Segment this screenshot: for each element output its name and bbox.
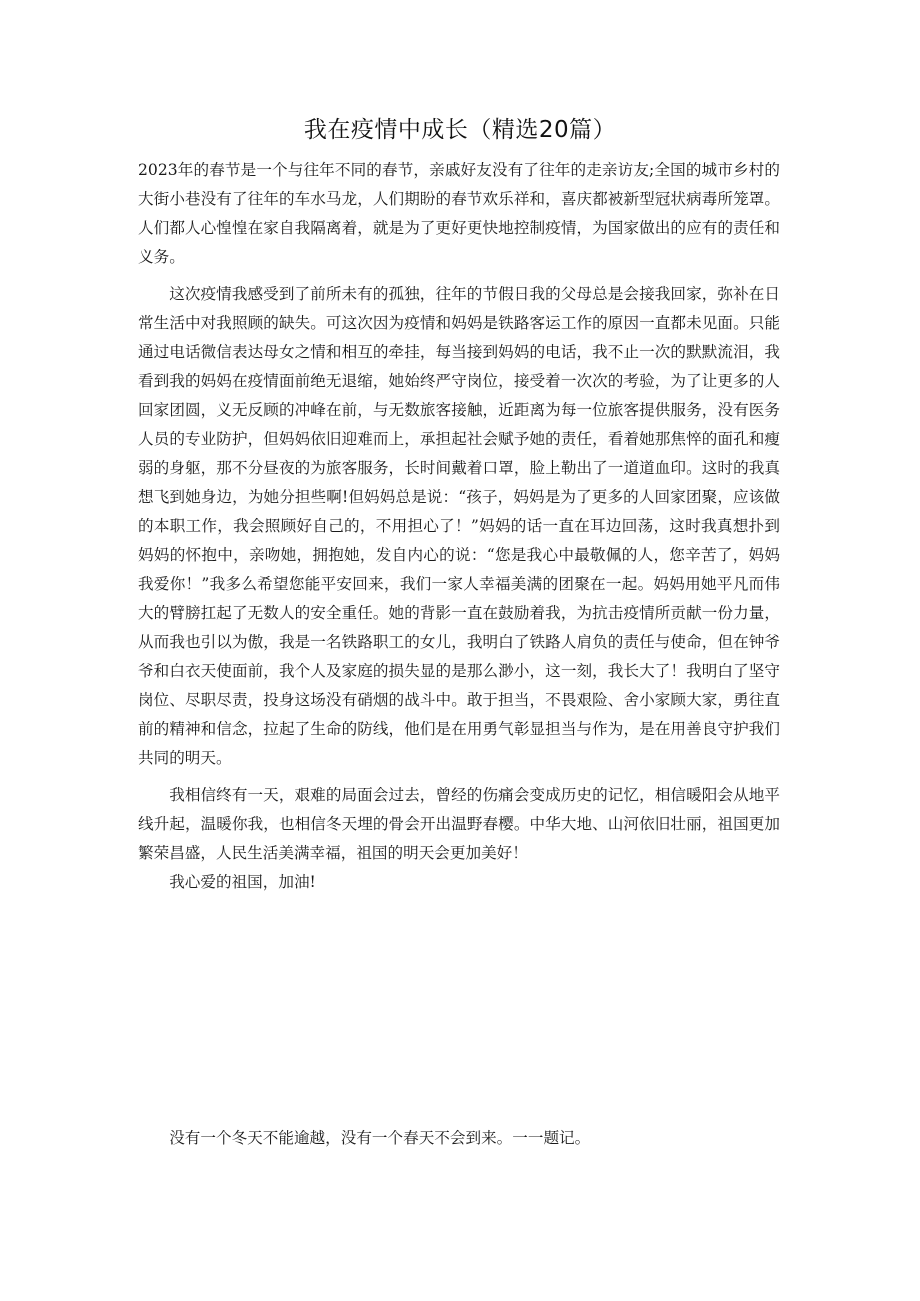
paragraph-intro: 2023年的春节是一个与往年不同的春节，亲戚好友没有了往年的走亲访友;全国的城市乡村的大街小巷没有了往年的车水马龙，人们期盼的春节欢乐祥和，喜庆都被新型冠状病毒所笼罩。人们都人心惶惶在家自我隔离着，就是为了更好更快地控制疫情，为国家做出的应有的责任和义务。 — [138, 161, 780, 266]
paragraph-hope: 我相信终有一天，艰难的局面会过去，曾经的伤痛会变成历史的记忆，相信暖阳会从地平线升起，温暖你我，也相信冬天埋的骨会开出温野春樱。中华大地、山河依旧壮丽，祖国更加繁荣昌盛，人民生活美满幸福，祖国的明天会更加美好！ — [138, 786, 780, 862]
document-motto: 没有一个冬天不能逾越，没有一个春天不会到来。一一题记。 — [169, 1129, 591, 1147]
paragraph-cheer: 我心爱的祖国，加油! — [169, 873, 316, 891]
paragraph-mother: 这次疫情我感受到了前所未有的孤独，往年的节假日我的父母总是会接我回家，弥补在日常生活中对我照顾的缺失。可这次因为疫情和妈妈是铁路客运工作的原因一直都未见面。只能通过电话微信表达母女之情和相互的牵挂，每当接到妈妈的电话，我不止一次的默默流泪，我看到我的妈妈在疫情面前绝无退缩，她始终严守岗位，接受着一次次的考验，为了让更多的人回家团圆，义无反顾的冲峰在前，与无数旅客接触，近距离为每一位旅客提供服务，没有医务人员的专业防护，但妈妈依旧迎难而上，承担起社会赋予她的责任，看着她那焦悴的面孔和瘦弱的身躯，那不分昼夜的为旅客服务，长时间戴着口罩，脸上勒出了一道道血印。这时的我真想飞到她身边，为她分担些啊!但妈妈总是说：“孩子，妈妈是为了更多的人回家团聚，应该做的本职工作，我会照顾好自己的，不用担心了！”妈妈的话一直在耳边回荡，这时我真想扑到妈妈的怀抱中，亲吻她，拥抱她，发自内心的说：“您是我心中最敬佩的人，您辛苦了，妈妈我爱你！”我多么希望您能平安回来，我们一家人幸福美满的团聚在一起。妈妈用她平凡而伟大的臂膀扛起了无数人的安全重任。她的背影一直在鼓励着我，为抗击疫情所贡献一份力量，从而我也引以为傲，我是一名铁路职工的女儿，我明白了铁路人肩负的责任与使命，但在钟爷爷和白衣天使面前，我个人及家庭的损失显的是那么渺小，这一刻，我长大了！我明白了坚守岗位、尽职尽责，投身这场没有硝烟的战斗中。敢于担当，不畏艰险、舍小家顾大家，勇往直前的精神和信念，拉起了生命的防线，他们是在用勇气彰显担当与作为，是在用善良守护我们共同的明天。 — [138, 285, 780, 767]
document-title: 我在疫情中成长（精选20篇） — [303, 117, 617, 143]
document-body — [138, 156, 780, 897]
